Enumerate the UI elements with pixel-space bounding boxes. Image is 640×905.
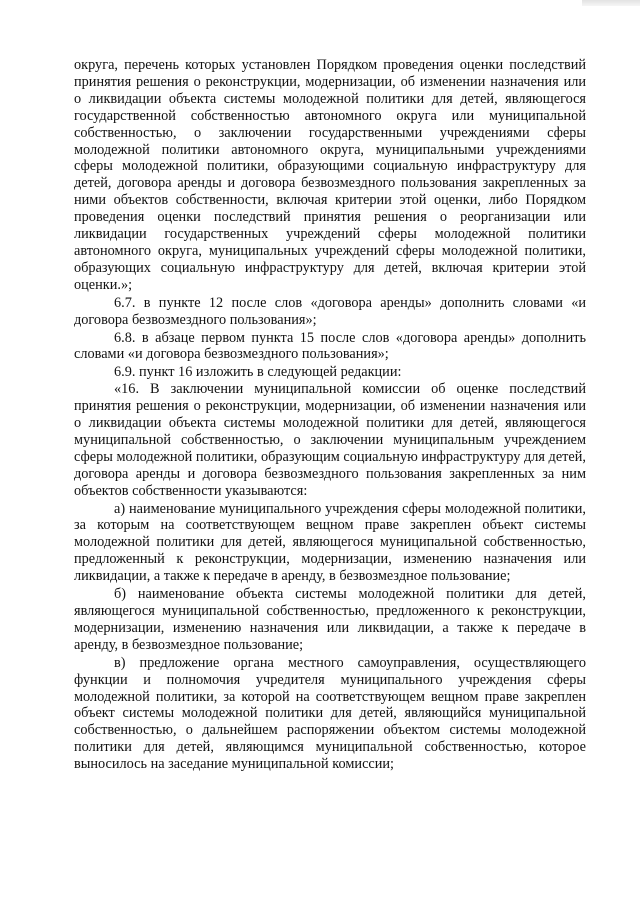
paragraph-16-v: в) предложение органа местного самоуправления, осуществляющего функции и полномочия учредителя муниципального учреждения сферы молодежной политики, за которой на соответствующем вещном праве закреплен объект системы молодежной политики для детей, являющийся муниципальной собственностью, о дальнейшем распоряжении объектом системы молодежной политики для детей, являющимся муниципальной собственностью, которое выносилось на заседание муниципальной комиссии; xyxy=(74,654,586,773)
paragraph-16: «16. В заключении муниципальной комиссии об оценке последствий принятия решения о реконструкции, модернизации, об изменении назначения или о ликвидации объекта системы молодежной политики для детей, являющегося муниципальной собственностью, о заключении муниципальным учреждением сферы молодежной политики, образующим социальную инфраструктуру для детей, договора аренды и договора безвозмездного пользования закрепленных за ним объектов собственности указываются: xyxy=(74,381,586,499)
paragraph-16-a: а) наименование муниципального учреждения сферы молодежной политики, за которым на соответствующем вещном праве закреплен объект системы молодежной политики для детей, являющегося муниципальной собственностью, предложенный к реконструкции, модернизации, изменению назначения или ликвидации, а также к передаче в аренду, в безвозмездное пользование; xyxy=(74,500,586,585)
document-body xyxy=(74,57,586,773)
paragraph-6-8: 6.8. в абзаце первом пункта 15 после слов «договора аренды» дополнить словами «и договора безвозмездного пользования»; xyxy=(74,329,586,363)
paragraph-6-7: 6.7. в пункте 12 после слов «договора аренды» дополнить словами «и договора безвозмездного пользования»; xyxy=(74,294,586,328)
paragraph-16-b: б) наименование объекта системы молодежной политики для детей, являющегося муниципальной собственностью, предложенного к реконструкции, модернизации, изменению назначения или ликвидации, а также к передаче в аренду, в безвозмездное пользование; xyxy=(74,586,586,653)
paragraph-continuation: округа, перечень которых установлен Порядком проведения оценки последствий принятия решения о реконструкции, модернизации, об изменении назначения или о ликвидации объекта системы молодежной политики для детей, являющегося государственной собственностью автономного округа или муниципальной собственностью, о заключении государственными учреждениями сферы молодежной политики автономного округа, муниципальными учреждениями сферы молодежной политики, образующими социальную инфраструктуру для детей, договора аренды и договора безвозмездного пользования закрепленных за ними объектов собственности, включая критерии этой оценки, либо Порядком проведения оценки последствий принятия решения о реорганизации или ликвидации государственных учреждений сферы молодежной политики автономного округа, муниципальных учреждений сферы молодежной политики, образующих социальную инфраструктуру для детей, включая критерии этой оценки.»; xyxy=(74,57,586,293)
scan-edge-mark xyxy=(582,0,640,6)
paragraph-6-9: 6.9. пункт 16 изложить в следующей редакции: xyxy=(114,364,402,381)
